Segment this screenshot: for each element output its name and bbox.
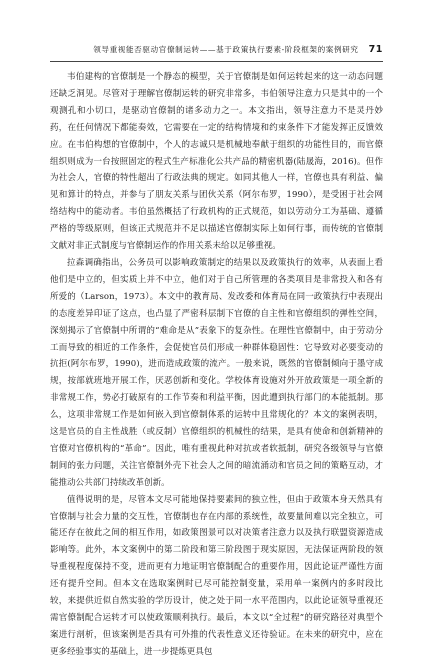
header-rule: [50, 61, 383, 62]
paragraph-3: 值得说明的是，尽管本文尽可能地保持要素间的独立性，但由于政策本身天然具有官僚制与社会力量的交互性，官僚制也存在内部的系统性，故要量间难以完全独立，可能还存在彼此之间的相互作用，如政策图景可以对决策者注意力以及执行联盟资源造成影响等。此外，本文案例中的第二阶段和第三阶段图于现实原因，无法保证两阶段的领导重视程度保持不变，进而更有力地证明官僚制配合的重要作用，因此论证严谨性方面还有提升空间。但本文在选取案例时已尽可能控制变量，采用单一案例内的多时段比较，来提供近似自然实验的学历设计，使之处于同一水平范围内，以此论证领导重视还需官僚制配合运转才可以使政策顺利执行。最后，本文以“全过程”的研究路径对典型个案进行剖析，但该案例是否具有可外推的代表性意义还待验证。在未来的研究中，应在更多经验事实的基础上，进一步提炼更具包: [50, 494, 383, 657]
running-title: 领导重视能否驱动官僚制运转——基于政策执行要素-阶段框架的案例研究: [93, 45, 359, 54]
paragraph-2: 拉森调确指出，公务员可以影响政策制定的结果以及政策执行的效率，从表面上看他们是中立的，但实质上并不中立，他们对于自己所管理的各类项目是非常投入和各有所爱的（Larson，1973）。本文中的教育局、发改委和体育局在同一政策执行中表现出的态度差异印证了这点，也凸显了严密科层制下官僚的自主性和官僚组织的弹性空间，深刻揭示了官僚制中所谓的“难命是从”表象下的复杂性。在理性官僚制中，由于劳动分工而导致的相近的工作条件，会促使官员们形成一种群体稳固性：它导致对必要变动的抗拒(阿尔布罗，1990)，进而造成政策的流产。一般来说，既然的官僚制倾向于墨守成规，按部就班地开展工作，厌恶创新和变化。学校体育设施对外开放政策是一项全新的非常规工作，势必打破原有的工作节奏和利益平衡，因此遭到执行部门的本能抵制。那么，这项非常规工作是如何嵌入到官僚制体系的运转中且常规化的？本文的案例表明，这是官员的自主性战胜（或反制）官僚组织的机械性的结果，是具有使命和创新精神的官僚对官僚机构的“革命”。因此，唯有重视此种对抗或者软抵制，研究各级领导与官僚制间的张力问题，关注官僚制外壳下社会人之间的暗流涌动和官员之间的策略互动，才能推动公共部门持续改革创新。: [50, 257, 383, 488]
running-header: [50, 44, 383, 58]
paragraph-1: 韦伯建构的官僚制是一个静态的模型，关于官僚制是如何运转起来的这一动态问题还缺乏洞见。尽管对于理解官僚制运转的研究非常多，韦伯领导注意力只是其中的一个观测孔和小切口，是驱动官僚制的诸多动力之一。本文指出，领导注意力不是灵丹妙药，在任何情况下都能奏效，它需要在一定的结构情境和约束条件下才能发挥正反馈效应。在韦伯构想的官僚制中，个人的志诚只是机械地奉献于组织的功能性目的，而官僚组织则成为一台按照固定的程式生产标准化公共产品的精密机器(陆晟海，2016)。但作为社会人，官僚的特性超出了行政法典的规定。如同其他人一样，官僚也具有利益、偏见和算计的特点，并参与了朋友关系与团伙关系（阿尔布罗，1990），是受困于社会网络结构中的能动者。韦伯虽然概括了行政机构的正式规范，如以劳动分工为基础、遵循严格的等级原则，但该正式规范并不足以描述官僚制实际上如何行事，而传统的官僚制文献对非正式制度与官僚制运作的作用关系未给以足够重视。: [50, 72, 383, 252]
body-text: [50, 69, 383, 661]
page-number: 71: [368, 44, 383, 55]
